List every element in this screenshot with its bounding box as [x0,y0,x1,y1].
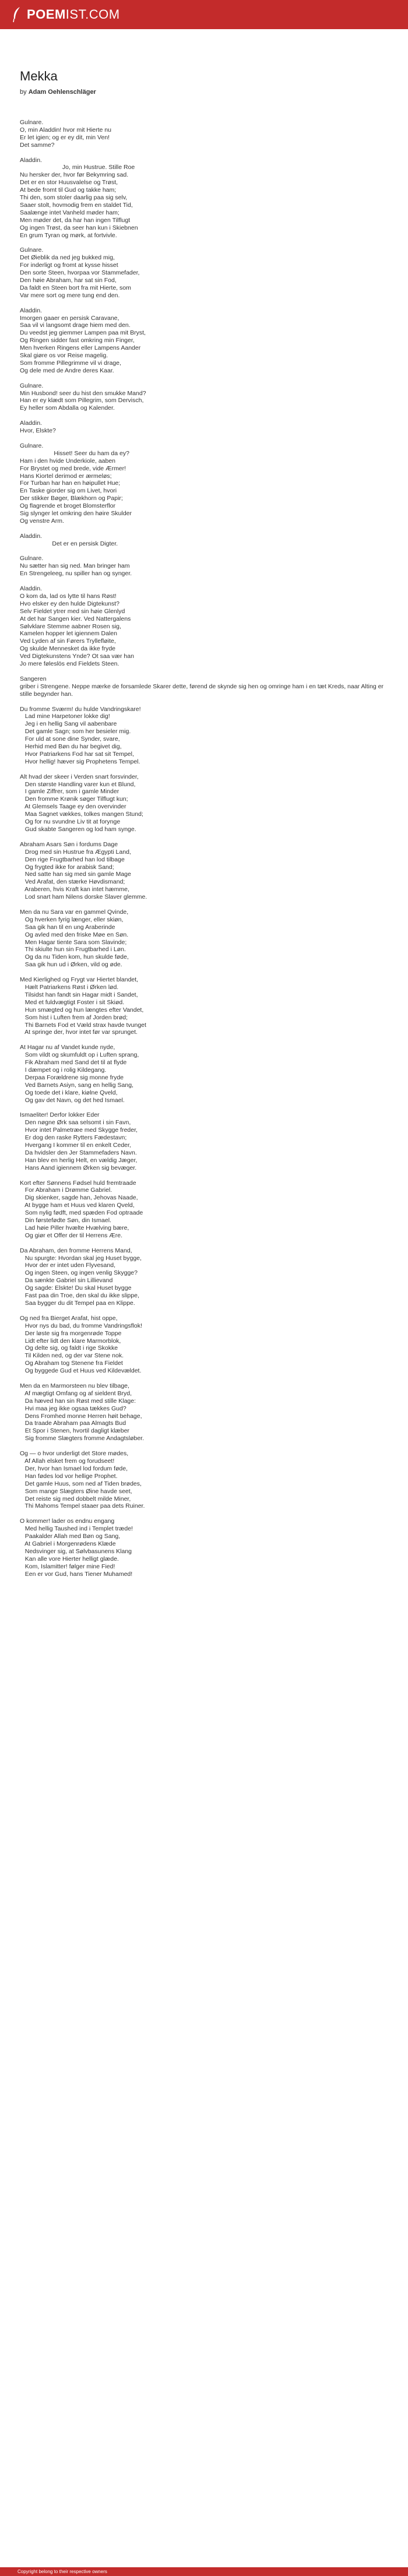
poem-line: Da sænkte Gabriel sin Lillievand [20,1277,113,1285]
poem-line: At Hagar nu af Vandet kunde nyde, [20,1044,115,1051]
poem-line: Tilsidst han fandt sin Hagar midt i Sandet, [20,991,138,998]
poem-line: Da Abraham, den fromme Herrens Mand, [20,1247,132,1254]
poem-line: Han fødes lod vor hellige Prophet. [20,1472,118,1480]
poem-line: Min Husbond! seer du hist den smukke Mand? [20,389,146,397]
poem-line: Og Abraham tog Stenene fra Fieldet [20,1360,123,1367]
poem-line: En grum Tyran og mørk, at fortvivle. [20,231,117,239]
stanza [20,119,387,149]
poem-line: Da hvidsler den Jer Stammefaders Navn. [20,1149,137,1156]
poem-line: Og ned fra Bierget Arafat, hist oppe, [20,1314,118,1322]
poem-line: Den høie Abraham, har sat sin Fod, [20,277,117,284]
poem-line: Er let igien; og er ey dit, min Ven! [20,133,110,141]
poem-line: Som fromme Pillegrimme vil vi drage, [20,359,121,367]
stanza [20,1111,387,1171]
poem-line: Aladdin. [20,532,42,540]
poem-line: Thi Barnets Fod et Væld strax havde tvunget [20,1021,146,1029]
poem-line: Til Kilden ned, og der var Stene nok. [20,1352,124,1360]
poem-line: Og venstre Arm. [20,517,64,525]
poem-line: Og ingen Trøst, da seer han kun i Skiebnen [20,224,138,231]
poem-line: Han er ey klædt som Pillegrim, som Dervisch, [20,397,144,404]
poem-line: Det er en persisk Digter. [20,540,118,547]
poem-line: Med Kierlighed og Frygt var Hiertet blandet, [20,976,139,984]
poem-line: Nu hersker der, hvor før Bekymring sad. [20,171,129,179]
poem-line: Og for nu svundne Liv tit at forynge [20,818,121,826]
copyright-text: Copyright belong to their respective owners [17,2569,107,2574]
poem-line: En Strengeleeg, nu spiller han og synger. [20,570,132,578]
poem-line: Sølvklare Stemme aabner Rosen sig, [20,622,121,630]
poem-line: Kom, Islamitter! følger mine Fied! [20,1563,115,1570]
stanza [20,1044,387,1104]
poem-line: Og ingen Steen, og ingen venlig Skygge? [20,1269,138,1277]
logo-text: POEMIST.COM [27,7,120,22]
poem-line: Som hist i Luften frem af Jorden brød; [20,1013,128,1021]
poem-line: Kamelen hopper let igiennem Dalen [20,630,117,638]
poem-line: Hvi maa jeg ikke ogsaa tækkes Gud? [20,1405,126,1412]
poem-line: Fast paa din Troe, den skal du ikke slippe, [20,1292,139,1300]
stanza [20,307,387,375]
poem-line: Ved Digtekunstens Ynde? Ot saa vær han [20,653,134,660]
poem-line: Thi den, som stoler daarlig paa sig selv, [20,194,128,202]
poem-line: Aladdin. [20,156,42,164]
stanza [20,976,387,1036]
poem-line: Gud skabte Sangeren og lod ham synge. [20,826,136,833]
poem-line: Een er vor Gud, hans Tiener Muhamed! [20,1570,133,1578]
poem-line: Saa gik han til en ung Araberinde [20,923,115,931]
poem-line: Lidt efter lidt den klare Marmorblok, [20,1337,121,1345]
poem-line: Hvergang I kommer til en enkelt Ceder, [20,1141,131,1149]
poem-line: Hans Kiortel derimod er ærmeløs; [20,472,112,480]
poem-title: Mekka [20,69,58,83]
poem-line: Gulnare. [20,555,44,562]
poem-line: Thi skiulte hun sin Frugtbarhed i Løn. [20,946,126,953]
poem-line: At Gabriel i Morgenrødens Klæde [20,1540,116,1547]
poem-line: Men hverken Ringens eller Lampens Aander [20,344,141,352]
poem-line: Nu sætter han sig ned. Man bringer ham [20,562,130,570]
poem-line: Men Hagar tiente Sara som Slavinde; [20,938,127,946]
poem-line: Gulnare. [20,247,44,254]
poem-line: Af Allah elsket frem og forudseet! [20,1457,115,1465]
poem-line: Og skulde Mennesket da ikke fryde [20,645,116,653]
poem-line: Det er en stor Huusvalelse og Trøst, [20,179,118,186]
poem-line: At springe der, hvor intet før var sprunget. [20,1029,138,1036]
stanza [20,1247,387,1307]
stanza [20,841,387,901]
poem-line: At Glemsels Taage ey den overvinder [20,803,126,811]
poem-line: Af mægtigt Omfang og af sieldent Bryd, [20,1389,132,1397]
poem-line: Hvor Patriarkens Fod har sat sit Tempel, [20,750,134,758]
poem-line: Som vildt og skumfuldt op i Luften sprang, [20,1051,139,1059]
poem-line: Og sagde: Elskte! Du skal Huset bygge [20,1285,132,1292]
poem-line: At det har Sangen kier. Ved Nattergalens [20,615,131,622]
poem-line: Og delte sig, og faldt i rige Skokke [20,1345,118,1352]
poem-line: Du fromme Sværm! du hulde Vandringskare! [20,705,141,713]
poem-line: Og gav det Navn, og det hed Ismael. [20,1096,125,1104]
poem-line: I gamle Ziffrer, som i gamle Minder [20,788,119,796]
poem-line: For inderligt og fromt at kysse hisset [20,262,118,269]
poem-line: Og giør et Offer der til Herrens Ære. [20,1231,123,1239]
poem-line: Araberen, hvis Kraft kan intet hæmme, [20,886,129,893]
poem-line: Saa vil vi langsomt drage hiem med den. [20,322,131,329]
poem-line: Og frygted ikke for arabisk Sand; [20,863,114,871]
site-header [0,0,408,29]
poem-line: Da faldt en Steen bort fra mit Hierte, som [20,284,131,291]
poem-line: Din førstefødte Søn, din Ismael. [20,1217,111,1224]
poem-line: Skal giøre os vor Reise magelig. [20,352,108,360]
poem-line: Og flagrende et broget Blomsterflor [20,502,116,510]
poem-line: Sangeren [20,675,47,682]
stanza [20,1382,387,1442]
poem-line: Det reiste sig med dobbelt milde Miner, [20,1495,131,1502]
poem-line: O kommer! lader os endnu engang [20,1518,115,1525]
poem-line: Hælt Patriarkens Røst i Ørken lød. [20,983,119,991]
poem-line: Han blev en herlig Helt, en vældig Jæger, [20,1156,138,1164]
stanza [20,1518,387,1578]
poem-line: Aladdin. [20,420,42,427]
poem-line: O kom da, lad os lytte til hans Røst! [20,592,117,600]
poem-line: Den rige Frugtbarhed han lod tilbage [20,856,125,863]
poem-line: Og toede det i klare, kiølne Qveld, [20,1089,118,1096]
poem-line: Som nylig fødft, med spæden Fod optraade [20,1209,143,1217]
poem-line: Selv Fieldet ytrer med sin høie Glenlyd [20,607,125,615]
poem-line: Jo, min Hustrue. Stille Roe [20,164,135,171]
poem-line: Saaer stolt, hovmodig frem en staldet Tid, [20,201,133,209]
poem-line: I dæmpet og i rolig Kildegang. [20,1066,107,1074]
poem-line: Da hæved han sin Røst med stille Klage: [20,1397,136,1405]
poem-line: Ham i den hvide Underkiole, aaben [20,457,116,464]
poem-line: Hun smægted og hun længtes efter Vandet, [20,1006,144,1013]
poem-line: Nu spurgte: Hvordan skal jeg Huset bygge, [20,1254,142,1262]
poem-line: Nedsvinger sig, at Sølvbasunens Klang [20,1547,132,1555]
poem-line: Med et fuldvægtigt Foster i sit Skiød. [20,998,125,1006]
poem-line: Den største Handling varer kun et Blund, [20,780,136,788]
poem-line: Var mere sort og mere tung end den. [20,291,120,299]
poem-line: Der stikker Bøger, Blækhorn og Papir; [20,495,123,502]
author-link[interactable]: Adam Oehlenschläger [28,89,96,96]
poem-line: Men møder det, da har han ingen Tilflugt [20,216,131,224]
site-footer [0,2567,408,2576]
poem-line: Der, hvor han Ismael lod fordum føde, [20,1465,128,1472]
poem-line: Hvor nys du bad, du fromme Vandringsflok! [20,1322,142,1329]
poem-line: Dig skienker, sagde han, Jehovas Naade, [20,1194,138,1202]
poem-line: Hans Aand igiennem Ørken sig bevæger. [20,1164,137,1171]
poem-line: Fik Abraham med Sand det til at flyde [20,1059,127,1067]
poem-line: Du veedst jeg giemmer Lampen paa mit Bryst, [20,329,146,337]
poem-byline: by Adam Oehlenschläger [20,89,96,96]
poem-line: Lad mine Harpetoner lokke dig! [20,713,110,720]
poem-line: Som mange Slægters Øine havde seet, [20,1487,132,1495]
poem-line: Saa bygger du dit Tempel paa en Klippe. [20,1299,135,1307]
poem-line: Jeg i en hellig Sang vil aabenbare [20,720,117,728]
poem-line: Saa gik hun ud i Ørken, vild og øde. [20,961,122,969]
poem-line: Lod snart ham Nilens dorske Slaver glemme. [20,893,147,901]
stanza [20,773,387,833]
stanza [20,247,387,299]
poem-line: Ved Lyden af sin Førers Tryllefløite, [20,638,116,645]
poem-line: Og avled med den friske Møe en Søn. [20,931,129,938]
poem-line: Maa Sagnet vækkes, tolkes mangen Stund; [20,811,143,818]
poem-line: Den sorte Steen, hvorpaa vor Stammefader, [20,269,140,277]
poem-line: Sig slynger let omkring den høire Skulder [20,510,132,518]
poem-line: Abraham Asars Søn i fordums Dage [20,840,118,848]
stanza [20,675,387,698]
poem-line: Ved Barnets Asiyn, sang en hellig Sang, [20,1081,133,1089]
poem-line: Herhid med Bøn du har begivet dig, [20,743,122,751]
stanza [20,555,387,578]
poem-line: Kan alle vore Hierter helligt glæde. [20,1555,119,1563]
poem-line: For uld at sone dine Synder, svare, [20,736,120,743]
poem-line: Alt hvad der skeer i Verden snart forsvinder, [20,773,139,780]
stanza [20,706,387,766]
poem-line: Jo mere føleslös end Fieldets Steen. [20,660,119,668]
poem-line: Og hverken fyrig længer, eller skiøn, [20,916,124,923]
poem-line: Og Ringen sidder fast omkring min Finger, [20,337,135,344]
poem-line: Lad høie Piller hvælte Hvælving bære, [20,1224,129,1231]
poem-line: Det Øieblik da ned jeg bukked mig, [20,254,115,262]
poem-line: Da traade Abraham paa Almagts Bud [20,1420,126,1427]
poem-line: Gulnare. [20,442,44,449]
poem-line: Hvor, Elskte? [20,427,56,435]
poem-line: Aladdin. [20,307,42,314]
stanza [20,585,387,668]
poem-line: Hvo elsker ey den hulde Digtekunst? [20,600,120,607]
poem-line: For Abraham i Drømme Gabriel. [20,1187,112,1194]
poem-line: At bygge ham et Huus ved klaren Qveld, [20,1202,135,1209]
poem-line: For Turban har han en høipullet Hue; [20,480,121,487]
poem-line: griber i Strengene. Neppe mærke de forsamlede Skarer dette, førend de skynde sig hen og omringe ham i en tæt Kreds, naar Alting er stille begynder han. [20,682,384,698]
poem-line: At bede fromt til Gud og takke ham; [20,186,117,194]
poem-line: Det gamle Sagn; som her besieler mig. [20,728,131,736]
poem-line: O, min Aladdin! hvor mit Hierte nu [20,126,111,133]
poem-line: Hisset! Seer du ham da ey? [20,449,129,457]
poem-line: Den nøgne Ørk saa selsomt i sin Favn, [20,1119,131,1127]
poem-line: For Brystet og med brede, vide Ærmer! [20,464,126,472]
poem-line: Aladdin. [20,585,42,593]
poem-body [20,119,387,1578]
poem-line: Drog med sin Hustrue fra Ægypti Land, [20,848,131,856]
poem-line: Gulnare. [20,382,44,389]
poem-line: Og byggede Gud et Huus ved Kildevældet. [20,1367,142,1375]
poem-line: Der løste sig fra morgenrøde Toppe [20,1329,122,1337]
stanza [20,157,387,240]
poem-line: Ned satte han sig med sin gamle Mage [20,871,131,878]
poem-line: Den fromme Krønik søger Tilflugt kun; [20,796,128,803]
stanza [20,1450,387,1510]
poem-line: Med hellig Taushed ind i Templet træde! [20,1525,133,1533]
poem-line: Saalænge intet Vanheld møder ham; [20,209,119,216]
stanza [20,533,387,548]
poem-line: Sig fromme Slægters fromme Andagtsløber. [20,1435,144,1442]
poem-line: Det gamle Huus, som ned af Tiden brødes, [20,1480,142,1487]
stanza [20,1315,387,1375]
poem-line: Thi Mahoms Tempel staaer paa dets Ruiner. [20,1502,145,1510]
stanza [20,442,387,525]
poem-line: Ey heller som Abdalla og Kalender. [20,404,115,412]
site-logo[interactable] [10,6,120,23]
poem-line: En Taske giorder sig om Livet, hvori [20,487,117,495]
stanza [20,420,387,435]
poem-line: Og dele med de Andre deres Kaar. [20,367,114,374]
poem-line: Men da en Marmorsteen nu blev tilbage, [20,1382,129,1389]
poem-line: Gulnare. [20,119,44,126]
poem-line: Imorgen gaaer en persisk Caravane, [20,314,119,322]
poem-line: Er dog den raske Rytters Fædestavn; [20,1134,127,1142]
stanza [20,1180,387,1240]
poem-line: Hvor intet Palmetræe med Skygge freder, [20,1127,138,1134]
poem-line: Det samme? [20,141,55,149]
poem-line: Dens Fromhed monne Herren høit behage, [20,1412,142,1420]
quill-icon [10,6,23,23]
poem-line: Et Spor i Stenen, hvortil dagligt klæber [20,1427,129,1435]
poem-line: Hvor hellig! hæver sig Prophetens Tempel. [20,758,140,765]
poem-line: Derpaa Forældrene sig monne fryde [20,1074,124,1081]
stanza [20,909,387,969]
poem-line: Ved Arafat, den stærke Høvdismand; [20,878,125,886]
stanza [20,382,387,413]
poem-line: Kort efter Sønnens Fødsel huld fremtraade [20,1179,136,1187]
poem-content [20,69,387,1585]
poem-line: Hvor der er intet uden Flyvesand, [20,1262,115,1269]
poem-line: Og — o hvor underligt det Store mødes, [20,1450,129,1458]
poem-line: Paakalder Allah med Bøn og Sang, [20,1533,121,1540]
poem-line: Men da nu Sara var en gammel Qvinde, [20,908,129,916]
poem-line: Og da nu Tiden kom, hun skulde føde, [20,953,129,961]
poem-line: Ismaeliter! Derfor lokker Eder [20,1111,100,1119]
